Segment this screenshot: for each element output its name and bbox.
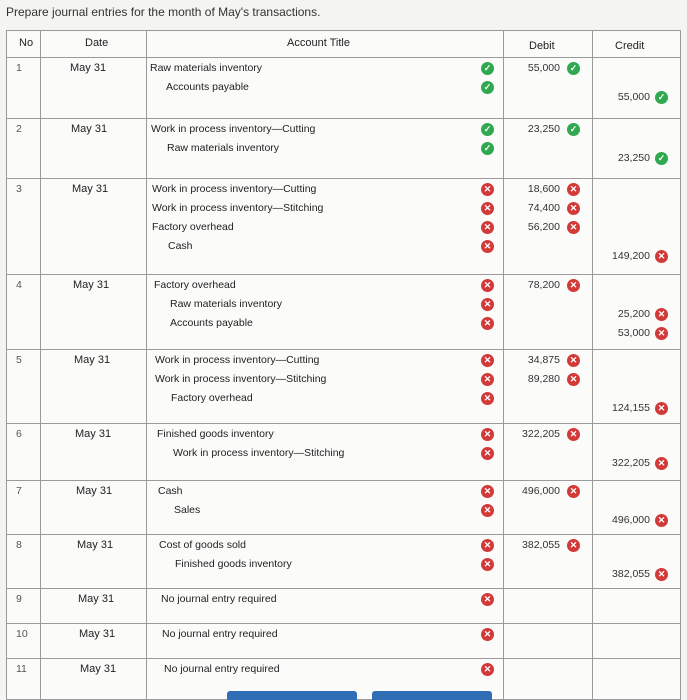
account-title-field[interactable]: Work in process inventory—Cutting — [155, 354, 320, 366]
x-circle-icon: ✕ — [567, 183, 580, 196]
debit-amount[interactable]: 322,205 — [522, 428, 560, 440]
debit-amount[interactable]: 18,600 — [527, 183, 560, 195]
prev-button[interactable] — [227, 691, 357, 700]
x-circle-icon: ✕ — [655, 308, 668, 321]
check-circle-icon: ✓ — [567, 123, 580, 136]
entry-number: 11 — [16, 663, 27, 675]
x-circle-icon: ✕ — [481, 317, 494, 330]
account-title-field[interactable]: Factory overhead — [152, 221, 234, 233]
check-circle-icon: ✓ — [655, 91, 668, 104]
credit-amount[interactable]: 496,000 — [612, 514, 650, 526]
entry-date: May 31 — [72, 183, 109, 195]
x-circle-icon: ✕ — [481, 539, 494, 552]
account-title-field[interactable]: Finished goods inventory — [175, 558, 292, 570]
account-title-field[interactable]: Factory overhead — [171, 392, 253, 404]
debit-amount[interactable]: 74,400 — [527, 202, 560, 214]
entry-number: 1 — [16, 62, 22, 74]
x-circle-icon: ✕ — [481, 428, 494, 441]
debit-amount[interactable]: 78,200 — [527, 279, 560, 291]
x-circle-icon: ✕ — [481, 183, 494, 196]
entry-number: 2 — [16, 123, 22, 135]
header-credit: Credit — [615, 40, 645, 52]
entry-number: 8 — [16, 539, 22, 551]
account-title-field[interactable]: Accounts payable — [166, 81, 249, 93]
debit-amount[interactable]: 55,000 — [527, 62, 560, 74]
credit-amount[interactable]: 149,200 — [612, 250, 650, 262]
debit-amount[interactable]: 56,200 — [527, 221, 560, 233]
x-circle-icon: ✕ — [481, 202, 494, 215]
x-circle-icon: ✕ — [655, 250, 668, 263]
account-title-field[interactable]: No journal entry required — [164, 663, 280, 675]
debit-amount[interactable]: 23,250 — [527, 123, 560, 135]
account-title-field[interactable]: Work in process inventory—Stitching — [173, 447, 345, 459]
debit-amount[interactable]: 382,055 — [522, 539, 560, 551]
entry-number: 4 — [16, 279, 22, 291]
entry-number: 3 — [16, 183, 22, 195]
entry-number: 6 — [16, 428, 22, 440]
x-circle-icon: ✕ — [481, 593, 494, 606]
entry-date: May 31 — [76, 485, 113, 497]
x-circle-icon: ✕ — [567, 539, 580, 552]
x-circle-icon: ✕ — [655, 568, 668, 581]
x-circle-icon: ✕ — [567, 428, 580, 441]
check-circle-icon: ✓ — [481, 62, 494, 75]
account-title-field[interactable]: Raw materials inventory — [150, 62, 263, 74]
debit-amount[interactable]: 89,280 — [527, 373, 560, 385]
entry-date: May 31 — [71, 123, 108, 135]
account-title-field[interactable]: Raw materials inventory — [170, 298, 283, 310]
account-title-field[interactable]: Work in process inventory—Stitching — [152, 202, 324, 214]
check-circle-icon: ✓ — [481, 142, 494, 155]
header-no: No — [19, 37, 34, 49]
account-title-field[interactable]: Cash — [158, 485, 183, 497]
header-debit: Debit — [529, 40, 555, 52]
entry-date: May 31 — [74, 354, 111, 366]
x-circle-icon: ✕ — [481, 373, 494, 386]
check-circle-icon: ✓ — [481, 81, 494, 94]
entry-date: May 31 — [77, 539, 114, 551]
entry-date: May 31 — [75, 428, 112, 440]
account-title-field[interactable]: Accounts payable — [170, 317, 253, 329]
account-title-field[interactable]: Factory overhead — [154, 279, 236, 291]
journal-entry-table — [6, 30, 681, 700]
x-circle-icon: ✕ — [655, 514, 668, 527]
x-circle-icon: ✕ — [481, 298, 494, 311]
x-circle-icon: ✕ — [481, 221, 494, 234]
entry-number: 5 — [16, 354, 22, 366]
x-circle-icon: ✕ — [567, 354, 580, 367]
credit-amount[interactable]: 55,000 — [617, 91, 650, 103]
credit-amount[interactable]: 382,055 — [612, 568, 650, 580]
account-title-field[interactable]: Finished goods inventory — [157, 428, 274, 440]
x-circle-icon: ✕ — [481, 354, 494, 367]
entry-date: May 31 — [79, 628, 116, 640]
account-title-field[interactable]: No journal entry required — [161, 593, 277, 605]
check-circle-icon: ✓ — [567, 62, 580, 75]
entry-number: 9 — [16, 593, 22, 605]
debit-amount[interactable]: 34,875 — [527, 354, 560, 366]
account-title-field[interactable]: Work in process inventory—Cutting — [151, 123, 316, 135]
x-circle-icon: ✕ — [481, 392, 494, 405]
debit-amount[interactable]: 496,000 — [522, 485, 560, 497]
next-button[interactable] — [372, 691, 492, 700]
header-account-title: Account Title — [287, 37, 350, 49]
x-circle-icon: ✕ — [567, 373, 580, 386]
credit-amount[interactable]: 23,250 — [617, 152, 650, 164]
credit-amount[interactable]: 322,205 — [612, 457, 650, 469]
x-circle-icon: ✕ — [481, 504, 494, 517]
x-circle-icon: ✕ — [567, 485, 580, 498]
entry-date: May 31 — [80, 663, 117, 675]
credit-amount[interactable]: 53,000 — [617, 327, 650, 339]
entry-date: May 31 — [78, 593, 115, 605]
x-circle-icon: ✕ — [481, 663, 494, 676]
account-title-field[interactable]: Work in process inventory—Stitching — [155, 373, 327, 385]
check-circle-icon: ✓ — [481, 123, 494, 136]
x-circle-icon: ✕ — [567, 221, 580, 234]
x-circle-icon: ✕ — [481, 485, 494, 498]
account-title-field[interactable]: Work in process inventory—Cutting — [152, 183, 317, 195]
entry-number: 7 — [16, 485, 22, 497]
x-circle-icon: ✕ — [655, 457, 668, 470]
account-title-field[interactable]: Raw materials inventory — [167, 142, 280, 154]
entry-date: May 31 — [73, 279, 110, 291]
x-circle-icon: ✕ — [481, 447, 494, 460]
x-circle-icon: ✕ — [567, 279, 580, 292]
account-title-field[interactable]: No journal entry required — [162, 628, 278, 640]
credit-amount[interactable]: 124,155 — [612, 402, 650, 414]
x-circle-icon: ✕ — [481, 240, 494, 253]
entry-number: 10 — [16, 628, 28, 640]
credit-amount[interactable]: 25,200 — [617, 308, 650, 320]
x-circle-icon: ✕ — [481, 279, 494, 292]
instructions: Prepare journal entries for the month of May's transactions. — [6, 5, 321, 19]
x-circle-icon: ✕ — [481, 558, 494, 571]
account-title-field[interactable]: Cost of goods sold — [159, 539, 246, 551]
header-date: Date — [85, 37, 109, 49]
x-circle-icon: ✕ — [655, 402, 668, 415]
check-circle-icon: ✓ — [655, 152, 668, 165]
x-circle-icon: ✕ — [567, 202, 580, 215]
account-title-field[interactable]: Cash — [168, 240, 193, 252]
account-title-field[interactable]: Sales — [174, 504, 201, 516]
x-circle-icon: ✕ — [481, 628, 494, 641]
x-circle-icon: ✕ — [655, 327, 668, 340]
entry-date: May 31 — [70, 62, 107, 74]
